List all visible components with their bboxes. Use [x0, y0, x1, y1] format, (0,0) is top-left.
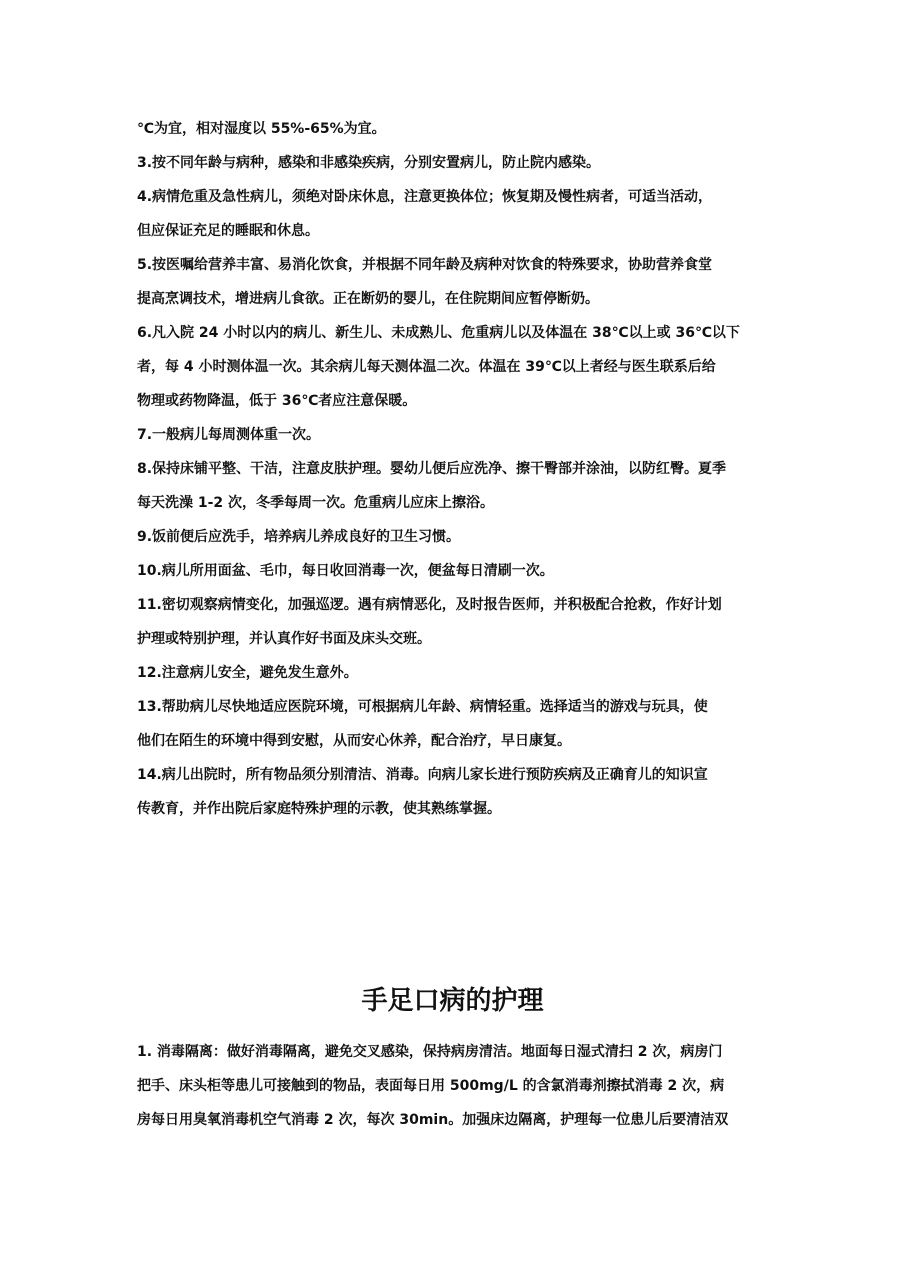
text-line: 但应保证充足的睡眠和休息。	[137, 223, 319, 239]
text-line: 14.病儿出院时，所有物品须分别清洁、消毒。向病儿家长进行预防疾病及正确育儿的知识宣	[137, 767, 708, 783]
text-line: 他们在陌生的环境中得到安慰，从而安心休养，配合治疗，早日康复。	[137, 733, 571, 749]
text-line: 把手、床头柜等患儿可接触到的物品，表面每日用 500mg/L 的含氯消毒剂擦拭消毒 2 次，病	[137, 1078, 725, 1094]
text-line: 7.一般病儿每周测体重一次。	[137, 427, 321, 443]
text-line: 每天洗澡 1-2 次，冬季每周一次。危重病儿应床上擦浴。	[137, 495, 495, 511]
text-line: 者，每 4 小时测体温一次。其余病儿每天测体温二次。体温在 39℃以上者经与医生联系后给	[137, 359, 716, 375]
section-title: 手足口病的护理	[361, 986, 544, 1016]
text-line: 5.按医嘱给营养丰富、易消化饮食，并根据不同年龄及病种对饮食的特殊要求，协助营养食堂	[137, 257, 713, 273]
text-line: 物理或药物降温，低于 36℃者应注意保暖。	[137, 393, 417, 409]
text-line: 4.病情危重及急性病儿，须绝对卧床休息，注意更换体位；恢复期及慢性病者，可适当活动，	[137, 189, 713, 205]
text-line: 护理或特别护理，并认真作好书面及床头交班。	[137, 631, 431, 647]
text-line: 提高烹调技术，增进病儿食欲。正在断奶的婴儿，在住院期间应暂停断奶。	[137, 291, 599, 307]
text-line: 10.病儿所用面盆、毛巾，每日收回消毒一次，便盆每日清刷一次。	[137, 563, 554, 579]
section-hfmd-nursing	[137, 1035, 777, 1137]
text-line: 12.注意病儿安全，避免发生意外。	[137, 665, 358, 681]
text-line: 11.密切观察病情变化，加强巡逻。遇有病情恶化，及时报告医师，并积极配合抢救，作好计划	[137, 597, 722, 613]
text-line: 13.帮助病儿尽快地适应医院环境，可根据病儿年龄、病情轻重。选择适当的游戏与玩具，使	[137, 699, 708, 715]
text-line: 传教育，并作出院后家庭特殊护理的示教，使其熟练掌握。	[137, 801, 501, 817]
text-line: 1. 消毒隔离：做好消毒隔离，避免交叉感染，保持病房清洁。地面每日湿式清扫 2 次，病房门	[137, 1044, 723, 1060]
body-text	[137, 1035, 777, 1137]
text-line: 房每日用臭氧消毒机空气消毒 2 次，每次 30min。加强床边隔离，护理每一位患儿后要清洁双	[137, 1112, 729, 1128]
text-line: ℃为宜，相对湿度以 55%-65%为宜。	[137, 121, 386, 137]
body-text	[137, 112, 777, 826]
text-line: 8.保持床铺平整、干洁，注意皮肤护理。婴幼儿便后应洗净、擦干臀部并涂油，以防红臀。夏季	[137, 461, 727, 477]
text-line: 9.饭前便后应洗手，培养病儿养成良好的卫生习惯。	[137, 529, 461, 545]
text-line: 3.按不同年龄与病种，感染和非感染疾病，分别安置病儿，防止院内感染。	[137, 155, 601, 171]
section-nursing-rules	[137, 112, 777, 826]
text-line: 6.凡入院 24 小时以内的病儿、新生儿、未成熟儿、危重病儿以及体温在 38℃以上或 36℃以下	[137, 325, 740, 341]
